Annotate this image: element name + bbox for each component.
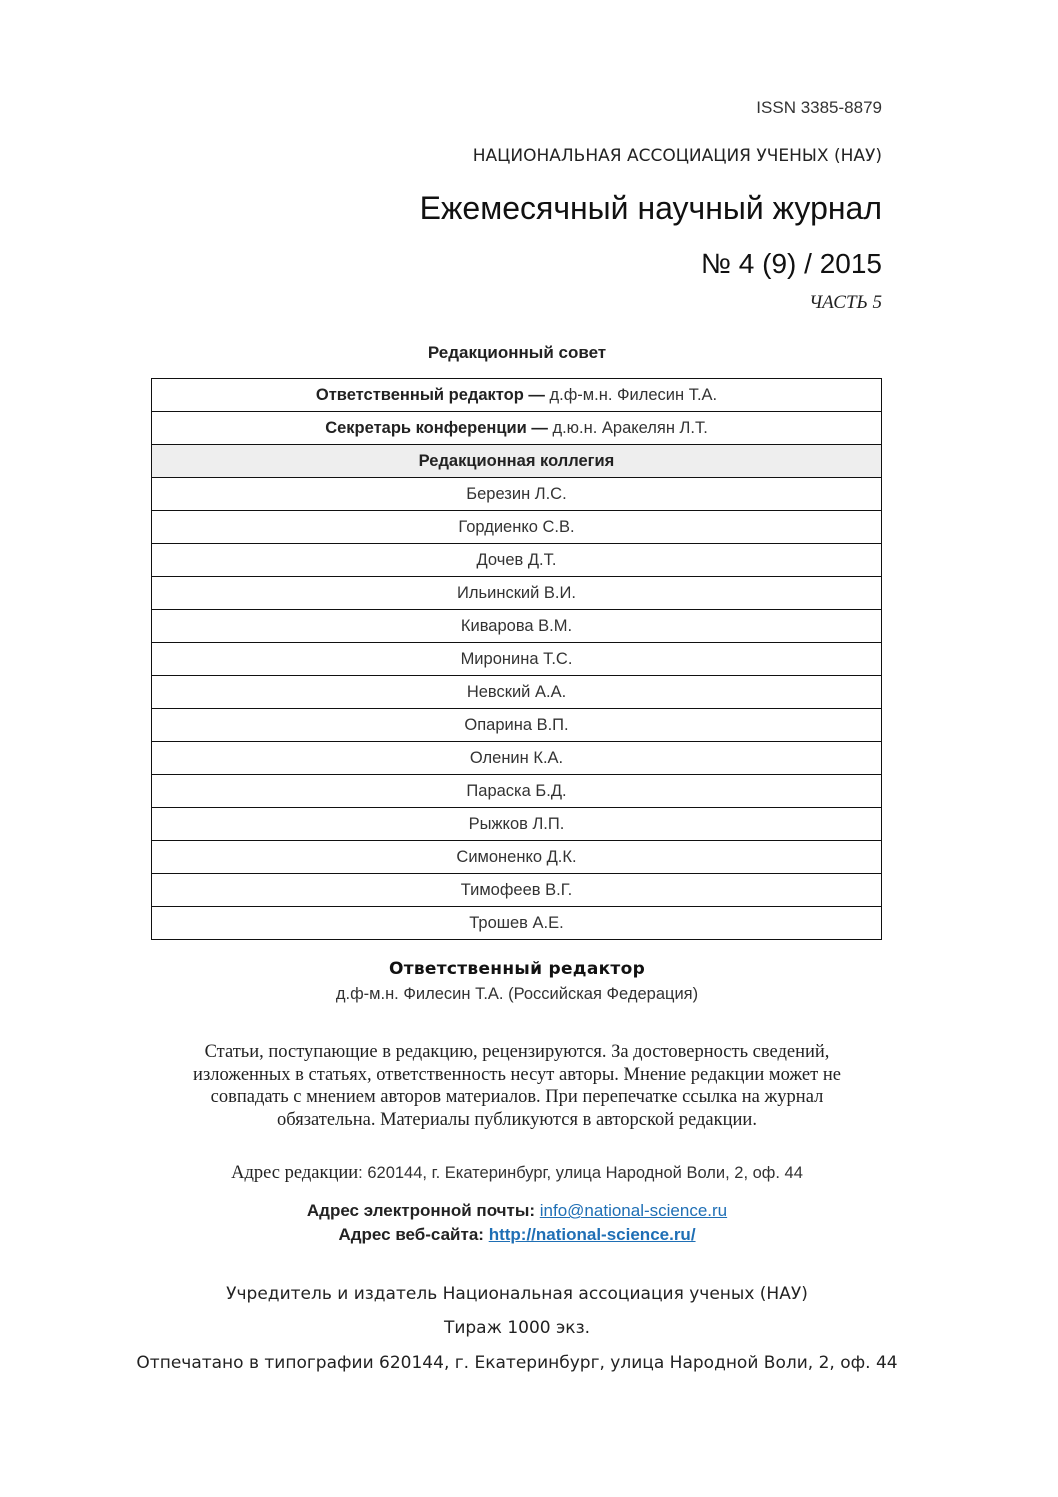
board-member: Трошев А.Е.: [152, 907, 882, 940]
board-member: Оленин К.А.: [152, 742, 882, 775]
table-row: [152, 544, 882, 577]
address-label: Адрес редакции: [231, 1163, 359, 1183]
email-link[interactable]: info@national-science.ru: [539, 1201, 728, 1220]
board-member: Дочев Д.Т.: [152, 544, 882, 577]
notice-line: совпадать с мнением авторов материалов. При перепечатке ссылка на журнал: [210, 1087, 824, 1107]
issn: ISSN 3385-8879: [756, 98, 882, 117]
chief-editor-cell: [152, 379, 882, 412]
print-run: Тираж 1000 экз.: [443, 1318, 591, 1338]
board-member: Березин Л.С.: [152, 478, 882, 511]
secretary-value: д.ю.н. Аракелян Л.Т.: [547, 418, 708, 437]
notice-line: Статьи, поступающие в редакцию, рецензируются. За достоверность сведений,: [204, 1042, 830, 1062]
table-row: [152, 709, 882, 742]
board-member: Рыжков Л.П.: [152, 808, 882, 841]
chief-editor-value: д.ф-м.н. Филесин Т.А.: [544, 385, 718, 404]
board-member: Гордиенко С.В.: [152, 511, 882, 544]
table-row: [152, 808, 882, 841]
founder-publisher: Учредитель и издатель Национальная ассоциация ученых (НАУ): [226, 1284, 808, 1304]
board-heading: Редакционный совет: [427, 343, 607, 362]
board-member: Ильинский В.И.: [152, 577, 882, 610]
table-row: [152, 907, 882, 940]
table-row: [152, 775, 882, 808]
email-label: Адрес электронной почты:: [306, 1201, 536, 1220]
editorial-address: [152, 1163, 882, 1184]
board-member: Симоненко Д.К.: [152, 841, 882, 874]
secretary-cell: [152, 412, 882, 445]
table-row: [152, 742, 882, 775]
table-row: [152, 841, 882, 874]
table-row: [152, 478, 882, 511]
part-label: ЧАСТЬ 5: [809, 292, 882, 313]
board-member: Параска Б.Д.: [152, 775, 882, 808]
responsible-editor-title: Ответственный редактор: [388, 959, 646, 979]
table-row: [152, 676, 882, 709]
table-row: [152, 445, 882, 478]
editorial-board-table: [151, 378, 882, 940]
address-value: : 620144, г. Екатеринбург, улица Народной Воли, 2, оф. 44: [358, 1164, 803, 1182]
chief-editor-label: Ответственный редактор —: [315, 385, 545, 404]
board-member: Миронина Т.С.: [152, 643, 882, 676]
collegium-heading: Редакционная коллегия: [152, 445, 882, 478]
responsible-editor-name: д.ф-м.н. Филесин Т.А. (Российская Федерация): [335, 985, 699, 1003]
table-row: [152, 874, 882, 907]
association-name: НАЦИОНАЛЬНАЯ АССОЦИАЦИЯ УЧЕНЫХ (НАУ): [472, 146, 882, 166]
website-line: [152, 1225, 882, 1245]
secretary-label: Секретарь конференции —: [325, 418, 548, 437]
printing-house: Отпечатано в типографии 620144, г. Екатеринбург, улица Народной Воли, 2, оф. 44: [136, 1353, 898, 1373]
table-row: [152, 577, 882, 610]
notice-line: изложенных в статьях, ответственность несут авторы. Мнение редакции может не: [193, 1064, 841, 1085]
journal-title: Ежемесячный научный журнал: [419, 190, 882, 226]
table-row: [152, 643, 882, 676]
table-row: [152, 379, 882, 412]
board-member: Тимофеев В.Г.: [152, 874, 882, 907]
issue-number: № 4 (9) / 2015: [700, 248, 882, 279]
board-member: Опарина В.П.: [152, 709, 882, 742]
board-member: Киварова В.М.: [152, 610, 882, 643]
notice-line: обязательна. Материалы публикуются в авторской редакции.: [277, 1109, 757, 1130]
website-link[interactable]: http://national-science.ru/: [488, 1225, 696, 1244]
website-label: Адрес веб-сайта:: [338, 1225, 484, 1244]
table-row: [152, 610, 882, 643]
email-line: [152, 1201, 882, 1221]
table-row: [152, 511, 882, 544]
review-notice: [152, 1041, 882, 1131]
board-member: Невский А.А.: [152, 676, 882, 709]
table-row: [152, 412, 882, 445]
